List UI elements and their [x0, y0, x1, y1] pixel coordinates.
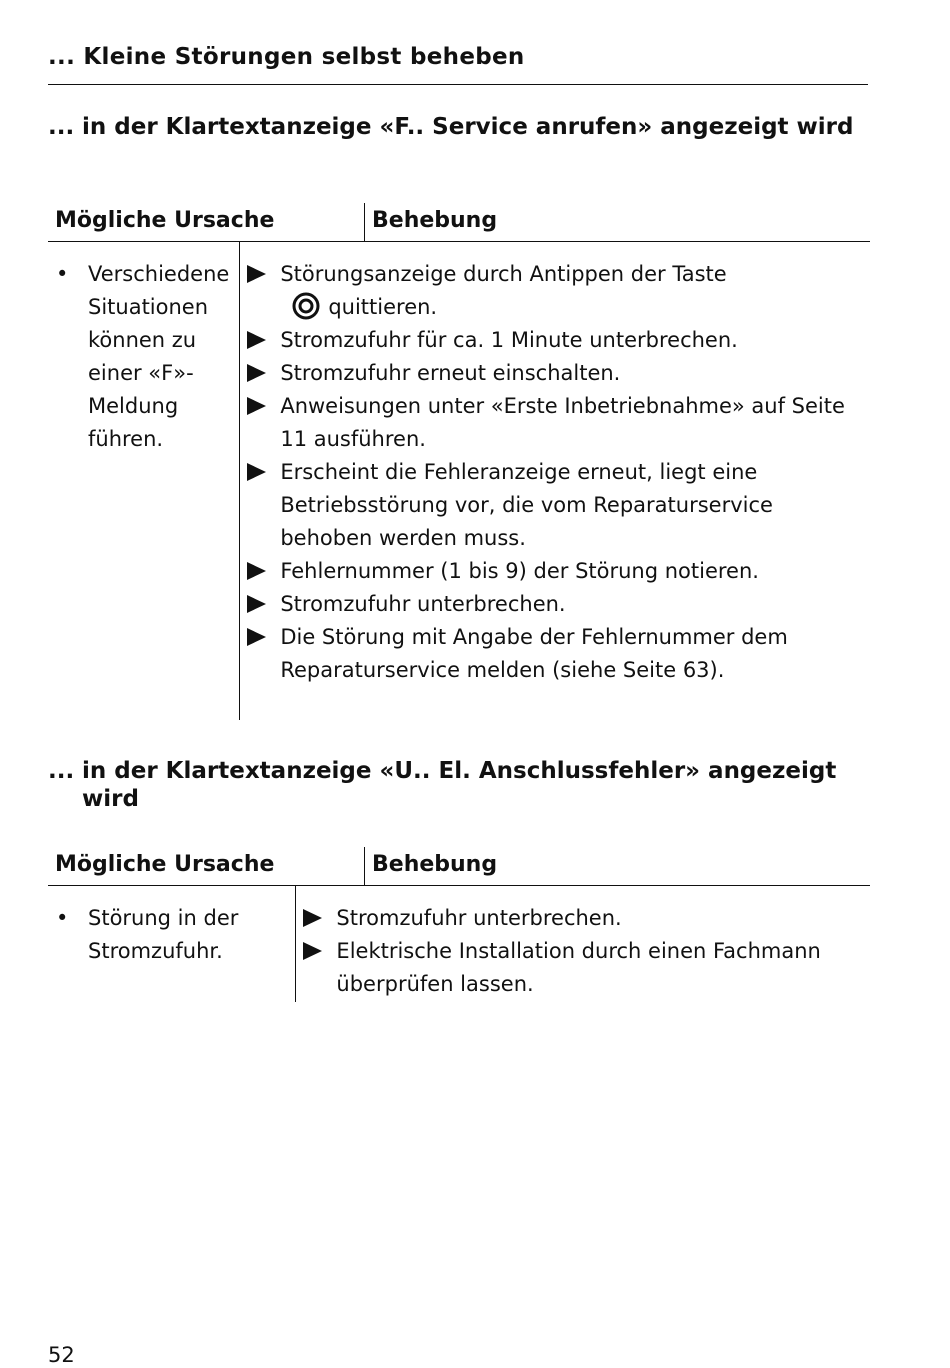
fix-cell	[296, 886, 870, 1002]
fix-step	[247, 324, 870, 357]
table-body	[48, 242, 870, 720]
chapter-title: ... Kleine Störungen selbst beheben	[48, 44, 525, 70]
fix-step	[303, 902, 870, 935]
troubleshooting-table-service	[48, 203, 870, 720]
troubleshooting-table-electrical	[48, 847, 870, 1002]
chapter-divider	[48, 84, 868, 85]
header-cause: Mögliche Ursache	[48, 847, 365, 885]
arrow-right-icon	[247, 456, 280, 555]
fix-step	[247, 456, 870, 555]
fix-step-text-before-icon: Störungsanzeige durch Antippen der Taste	[280, 262, 727, 286]
fix-step	[247, 258, 870, 324]
table-header	[48, 203, 870, 242]
section-dots: ...	[48, 114, 75, 140]
section-dots: ...	[48, 758, 75, 784]
fix-step-text: Stromzufuhr erneut einschalten.	[280, 361, 621, 385]
arrow-right-icon	[247, 588, 280, 621]
fix-step	[303, 935, 870, 1001]
start-button-icon	[292, 292, 320, 320]
header-fix: Behebung	[372, 852, 498, 877]
fix-step-text: Die Störung mit Angabe der Fehlernummer dem Reparaturservice melden (siehe Seite 63).	[280, 625, 788, 682]
section-title-text: in der Klartextanzeige «F.. Service anrufen» angezeigt wird	[82, 114, 854, 140]
header-fix: Behebung	[372, 208, 498, 233]
table-header	[48, 847, 870, 886]
fix-cell	[240, 242, 870, 720]
arrow-right-icon	[247, 324, 280, 357]
arrow-right-icon	[247, 357, 280, 390]
fix-step-text	[280, 258, 870, 324]
arrow-right-icon	[247, 390, 280, 456]
fix-step-text: Stromzufuhr unterbrechen.	[336, 906, 622, 930]
fix-step-text: Erscheint die Fehleranzeige erneut, liegt eine Betriebsstörung vor, die vom Reparaturservice behoben werden muss.	[280, 460, 773, 550]
fix-step-text-after-icon: quittieren.	[328, 295, 438, 319]
arrow-right-icon	[247, 621, 280, 687]
cause-text: Verschiedene Situationen können zu einer «F»-Meldung führen.	[88, 262, 230, 451]
cause-item	[48, 902, 295, 968]
section-title-service	[48, 113, 878, 141]
arrow-right-icon	[303, 935, 336, 1001]
table-body	[48, 886, 870, 1002]
arrow-right-icon	[247, 258, 280, 324]
bullet-icon: •	[56, 262, 69, 286]
fix-step	[247, 390, 870, 456]
fix-step-text: Elektrische Installation durch einen Fachmann überprüfen lassen.	[336, 939, 821, 996]
arrow-right-icon	[247, 555, 280, 588]
fix-step	[247, 588, 870, 621]
fix-step-text: Stromzufuhr unterbrechen.	[280, 592, 566, 616]
page-number: 52	[48, 1343, 75, 1367]
fix-step-text: Anweisungen unter «Erste Inbetriebnahme» auf Seite 11 ausführen.	[280, 394, 845, 451]
fix-step	[247, 357, 870, 390]
section-title-text: in der Klartextanzeige «U.. El. Anschlussfehler» angezeigt wird	[82, 758, 837, 812]
section-title-electrical	[48, 757, 878, 813]
arrow-right-icon	[303, 902, 336, 935]
cause-cell	[48, 242, 240, 720]
bullet-icon: •	[56, 906, 69, 930]
fix-step	[247, 621, 870, 687]
fix-step	[247, 555, 870, 588]
cause-text: Störung in der Stromzufuhr.	[88, 906, 239, 963]
header-cause: Mögliche Ursache	[48, 203, 365, 241]
fix-step-text: Stromzufuhr für ca. 1 Minute unterbrechen.	[280, 328, 738, 352]
cause-cell	[48, 886, 296, 1002]
fix-step-text: Fehlernummer (1 bis 9) der Störung notieren.	[280, 559, 759, 583]
cause-item	[48, 258, 239, 456]
